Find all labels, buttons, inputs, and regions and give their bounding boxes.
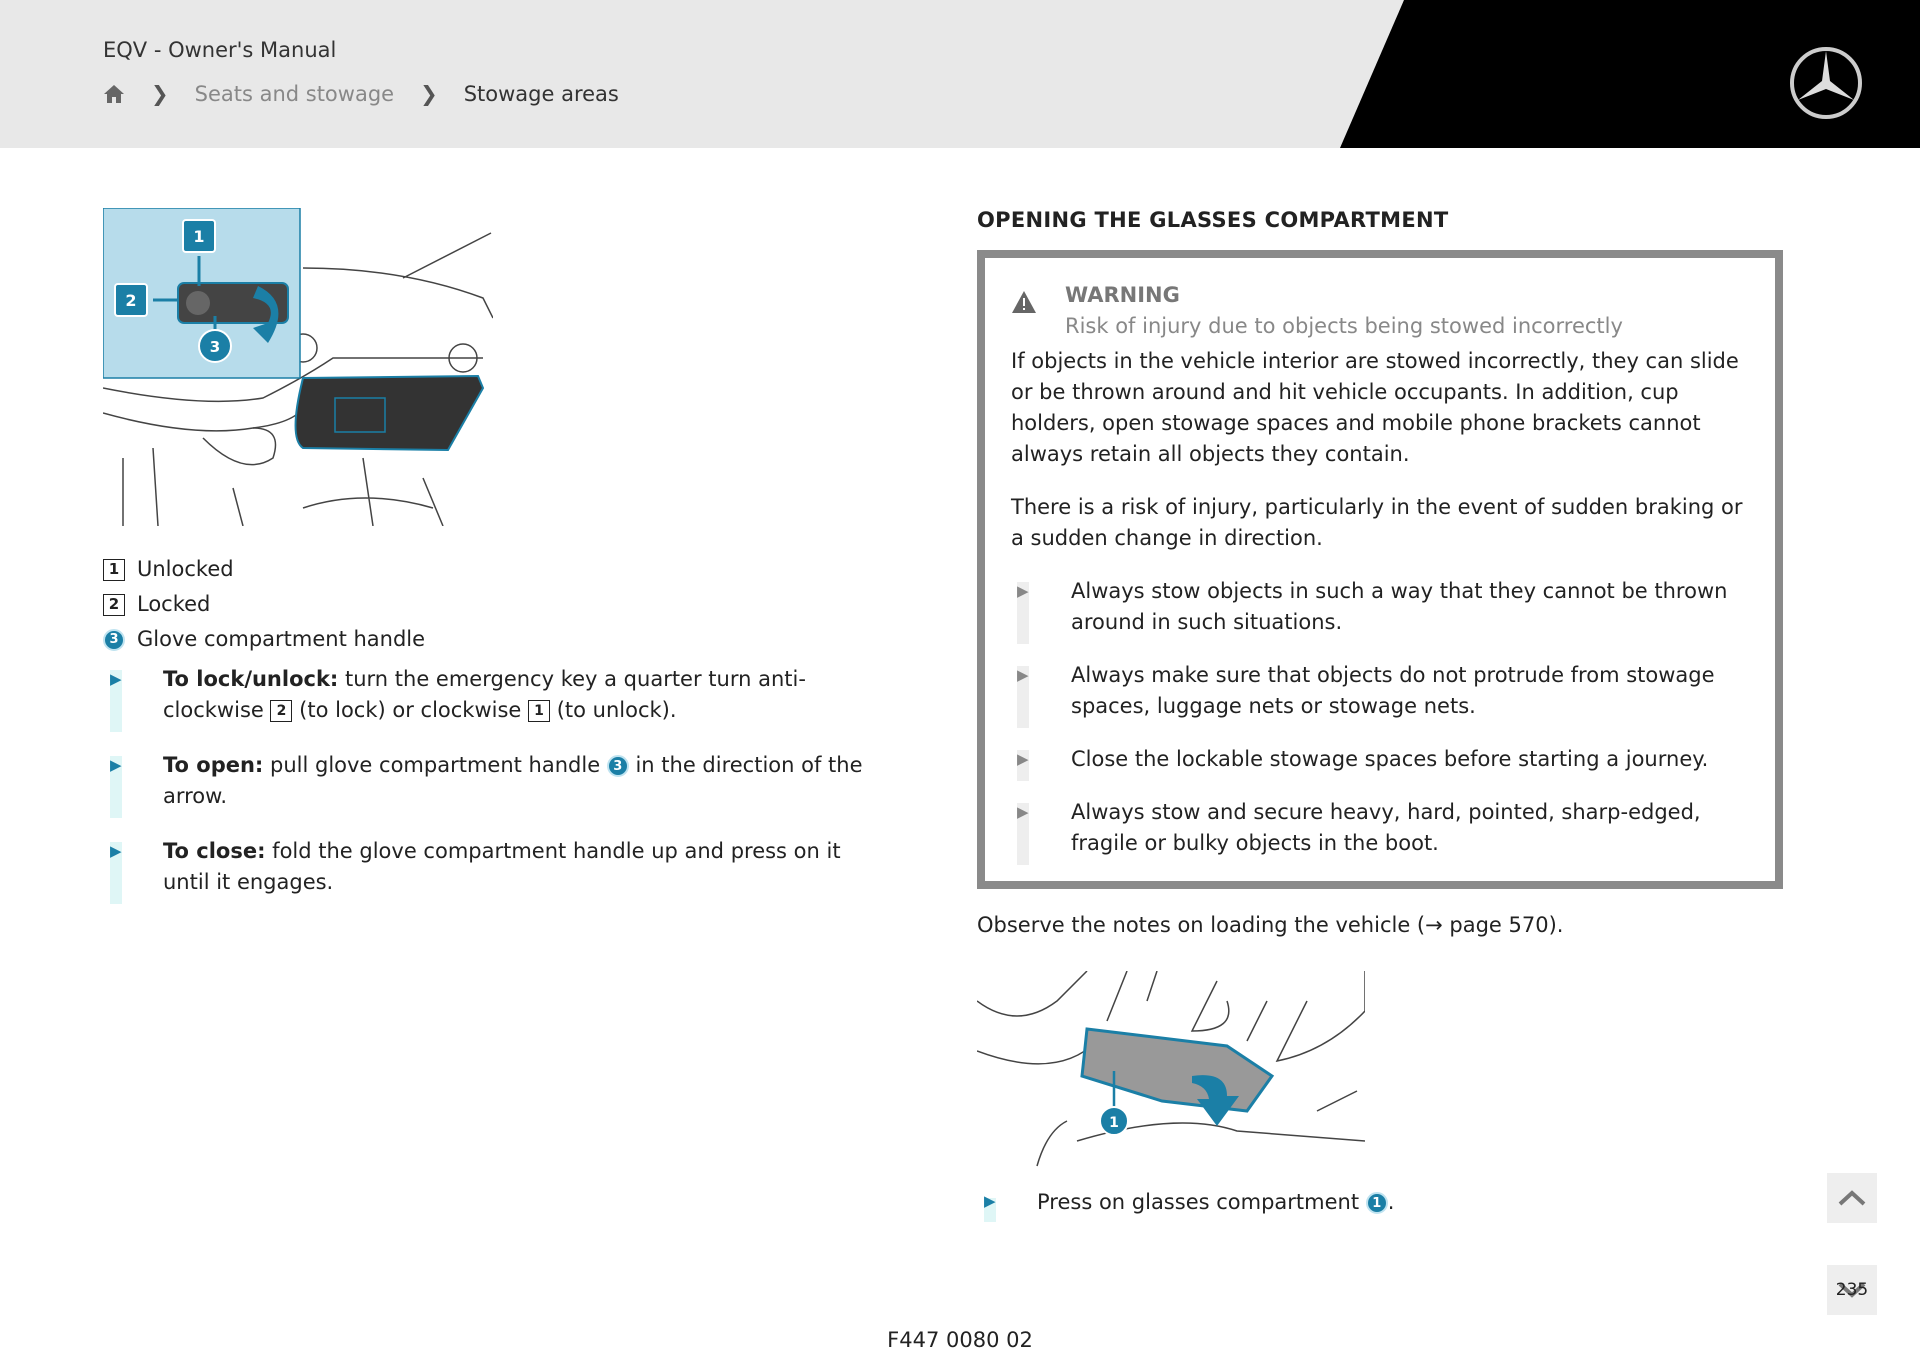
header: [0, 0, 1920, 148]
mercedes-star-logo: [1788, 45, 1864, 121]
callout-1-label: 1: [193, 227, 205, 246]
chevron-right-icon: ❯: [420, 82, 438, 106]
warning-bullet-text: Always make sure that objects do not protrude from stowage spaces, luggage nets or stowage nets.: [1071, 663, 1715, 718]
step-text: .: [1387, 1190, 1395, 1214]
warning-paragraph: There is a risk of injury, particularly in the event of sudden braking or a sudden change in direction.: [1011, 495, 1743, 550]
callout-3-label: 3: [209, 338, 221, 356]
legend-item: [103, 587, 425, 622]
step-lock-unlock: [110, 664, 890, 726]
press-step: [984, 1190, 1394, 1214]
warning-bullet: [1011, 744, 1749, 775]
legend-number: 1: [103, 559, 125, 581]
step-text: turn the emergency key a quarter turn anti-clockwise: [163, 667, 806, 722]
step-title: To lock/unlock:: [163, 667, 339, 691]
step-text: fold the glove compartment handle up and press on it until it engages.: [163, 839, 841, 894]
home-icon[interactable]: [103, 84, 125, 104]
warning-title: WARNING: [1065, 283, 1180, 307]
bullet-arrow-icon: ▶: [1017, 666, 1029, 684]
warning-bullet: [1011, 660, 1749, 722]
step-text: (to lock) or clockwise: [292, 698, 529, 722]
legend-number: 3: [103, 629, 125, 651]
warning-box: [977, 250, 1783, 889]
step-title: To close:: [163, 839, 266, 863]
warning-bullet: [1011, 797, 1749, 859]
bullet-arrow-icon: ▶: [110, 670, 122, 688]
legend-label: Locked: [137, 592, 211, 616]
glove-compartment-illustration: [103, 208, 493, 526]
warning-bullet-text: Always stow objects in such a way that they cannot be thrown around in such situations.: [1071, 579, 1728, 634]
legend-item: [103, 552, 425, 587]
page-number: 235: [1835, 1280, 1869, 1300]
bullet-arrow-icon: ▶: [1017, 582, 1029, 600]
section-heading: OPENING THE GLASSES COMPARTMENT: [977, 208, 1449, 232]
step-text: Press on glasses compartment: [1037, 1190, 1366, 1214]
callout-1-label: 1: [1109, 1115, 1119, 1131]
warning-bullet-text: Always stow and secure heavy, hard, pointed, sharp-edged, fragile or bulky objects in the boot.: [1071, 800, 1701, 855]
ref-number: 1: [1366, 1192, 1388, 1214]
warning-bullet-text: Close the lockable stowage spaces before starting a journey.: [1071, 747, 1709, 771]
legend-item: [103, 622, 425, 657]
glasses-compartment-illustration: [977, 971, 1365, 1171]
warning-paragraph: If objects in the vehicle interior are stowed incorrectly, they can slide or be thrown around and hit vehicle occupants. In addition, cup holders, open stowage spaces and mobile phone brackets cannot always retain all objects they contain.: [1011, 349, 1739, 466]
scroll-up-button[interactable]: [1827, 1173, 1877, 1223]
breadcrumb-stowage-areas: Stowage areas: [463, 82, 619, 106]
ref-number: 1: [528, 700, 550, 722]
step-open: [110, 750, 890, 812]
legend: [103, 552, 425, 657]
bullet-arrow-icon: ▶: [1017, 803, 1029, 821]
step-title: To open:: [163, 753, 264, 777]
step-text: pull glove compartment handle: [263, 753, 607, 777]
app-title: EQV - Owner's Manual: [103, 38, 337, 62]
warning-subtitle: Risk of injury due to objects being stowed incorrectly: [1065, 314, 1623, 338]
legend-number: 2: [103, 594, 125, 616]
warning-triangle-icon: [1011, 290, 1037, 314]
step-close: [110, 836, 890, 898]
bullet-arrow-icon: ▶: [984, 1192, 996, 1210]
bullet-arrow-icon: ▶: [1017, 750, 1029, 768]
step-text: in the direction of the arrow.: [163, 753, 863, 808]
step-text: (to unlock).: [550, 698, 677, 722]
breadcrumb: [103, 82, 619, 106]
ref-number: 2: [270, 700, 292, 722]
scroll-down-button[interactable]: [1827, 1265, 1877, 1315]
chevron-up-icon: [1837, 1189, 1867, 1207]
callout-2-label: 2: [125, 291, 137, 310]
chevron-right-icon: ❯: [151, 82, 169, 106]
observe-note[interactable]: Observe the notes on loading the vehicle (→ page 570).: [977, 913, 1564, 937]
bullet-arrow-icon: ▶: [110, 756, 122, 774]
bullet-arrow-icon: ▶: [110, 842, 122, 860]
ref-number: 3: [607, 755, 629, 777]
warning-bullet: [1011, 576, 1749, 638]
legend-label: Unlocked: [137, 557, 234, 581]
legend-label: Glove compartment handle: [137, 627, 426, 651]
breadcrumb-seats-and-stowage[interactable]: Seats and stowage: [194, 82, 395, 106]
figure-code: F447 0080 02: [887, 1328, 1033, 1352]
